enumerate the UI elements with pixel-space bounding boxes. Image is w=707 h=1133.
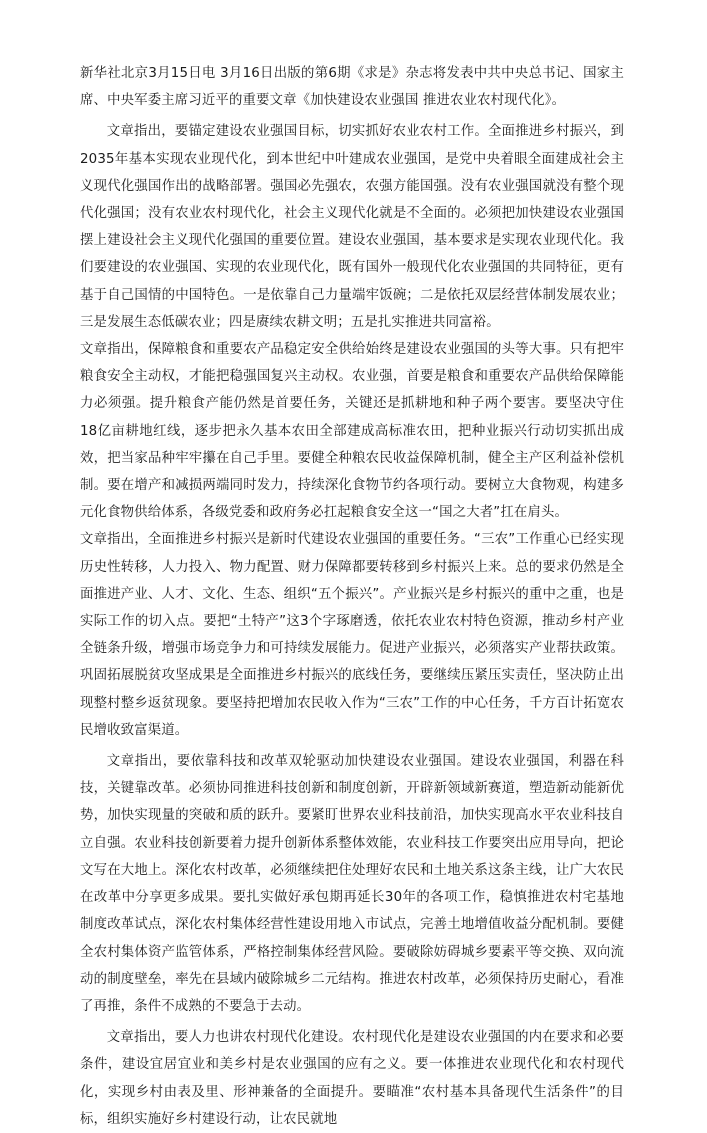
paragraph-agricultural-power-goal: 文章指出，要锚定建设农业强国目标，切实抓好农业农村工作。全面推进乡村振兴，到2035年基本实现农业现代化，到本世纪中叶建成农业强国，是党中央着眼全面建成社会主义现代化强国作出的战略部署。强国必先强农，农强方能国强。没有农业强国就没有整个现代化强国；没有农业农村现代化，社会主义现代化就是不全面的。必须把加快建设农业强国摆上建设社会主义现代化强国的重要位置。建设农业强国，基本要求是实现农业现代化。我们要建设的农业强国、实现的农业现代化，既有国外一般现代化农业强国的共同特征，更有基于自己国情的中国特色。一是依靠自己力量端牢饭碗；二是依托双层经营体制发展农业；三是发展生态低碳农业；四是赓续农耕文明；五是扎实推进共同富裕。: [80, 124, 624, 330]
paragraph-food-security: 文章指出，保障粮食和重要农产品稳定安全供给始终是建设农业强国的头等大事。只有把牢粮食安全主动权，才能把稳强国复兴主动权。农业强，首要是粮食和重要农产品供给保障能力必须强。提升粮食产能仍然是首要任务，关键还是抓耕地和种子两个要害。要坚决守住18亿亩耕地红线，逐步把永久基本农田全部建成高标准农田，把种业振兴行动切实抓出成效，把当家品种牢牢攥在自己手里。要健全种粮农民收益保障机制，健全主产区利益补偿机制。要在增产和减损两端同时发力，持续深化食物节约各项行动。要树立大食物观，构建多元化食物供给体系，各级党委和政府务必扛起粮食安全这一“国之大者”扛在肩头。: [80, 342, 624, 521]
paragraph-lead: 新华社北京3月15日电 3月16日出版的第6期《求是》杂志将发表中共中央总书记、国家主席、中央军委主席习近平的重要文章《加快建设农业强国 推进农业农村现代化》。: [80, 66, 624, 109]
paragraph-rural-revitalization: 文章指出，全面推进乡村振兴是新时代建设农业强国的重要任务。“三农”工作重心已经实现历史性转移，人力投入、物力配置、财力保障都要转移到乡村振兴上来。总的要求仍然是全面推进产业、人才、文化、生态、组织“五个振兴”。产业振兴是乡村振兴的重中之重，也是实际工作的切入点。要把“土特产”这3个字琢磨透，依托农业农村特色资源，推动乡村产业全链条升级，增强市场竞争力和可持续发展能力。促进产业振兴，必须落实产业帮扶政策。巩固拓展脱贫攻坚成果是全面推进乡村振兴的底线任务，要继续压紧压实责任，坚决防止出现整村整乡返贫现象。要坚持把增加农民收入作为“三农”工作的中心任务，千方百计拓宽农民增收致富渠道。: [80, 532, 624, 738]
paragraph-technology-reform: 文章指出，要依靠科技和改革双轮驱动加快建设农业强国。建设农业强国，利器在科技，关键靠改革。必须协同推进科技创新和制度创新，开辟新领域新赛道，塑造新动能新优势，加快实现量的突破和质的跃升。要紧盯世界农业科技前沿，加快实现高水平农业科技自立自强。农业科技创新要着力提升创新体系整体效能，农业科技工作要突出应用导向，把论文写在大地上。深化农村改革，必须继续把住处理好农民和土地关系这条主线，让广大农民在改革中分享更多成果。要扎实做好承包期再延长30年的各项工作，稳慎推进农村宅基地制度改革试点，深化农村集体经营性建设用地入市试点，完善土地增值收益分配机制。要健全农村集体资产监管体系，严格控制集体经营风险。要破除妨碍城乡要素平等交换、双向流动的制度壁垒，率先在县域内破除城乡二元结构。推进农村改革，必须保持历史耐心，看准了再推，条件不成熟的不要急于去动。: [80, 754, 624, 1014]
article-body: [80, 60, 624, 1133]
paragraph-rural-modernization: 文章指出，要人力也讲农村现代化建设。农村现代化是建设农业强国的内在要求和必要条件，建设宜居宜业和美乡村是农业强国的应有之义。要一体推进农业现代化和农村现代化，实现乡村由表及里、形神兼备的全面提升。要瞄准“农村基本具备现代生活条件”的目标，组织实施好乡村建设行动，让农民就地: [80, 1030, 624, 1127]
